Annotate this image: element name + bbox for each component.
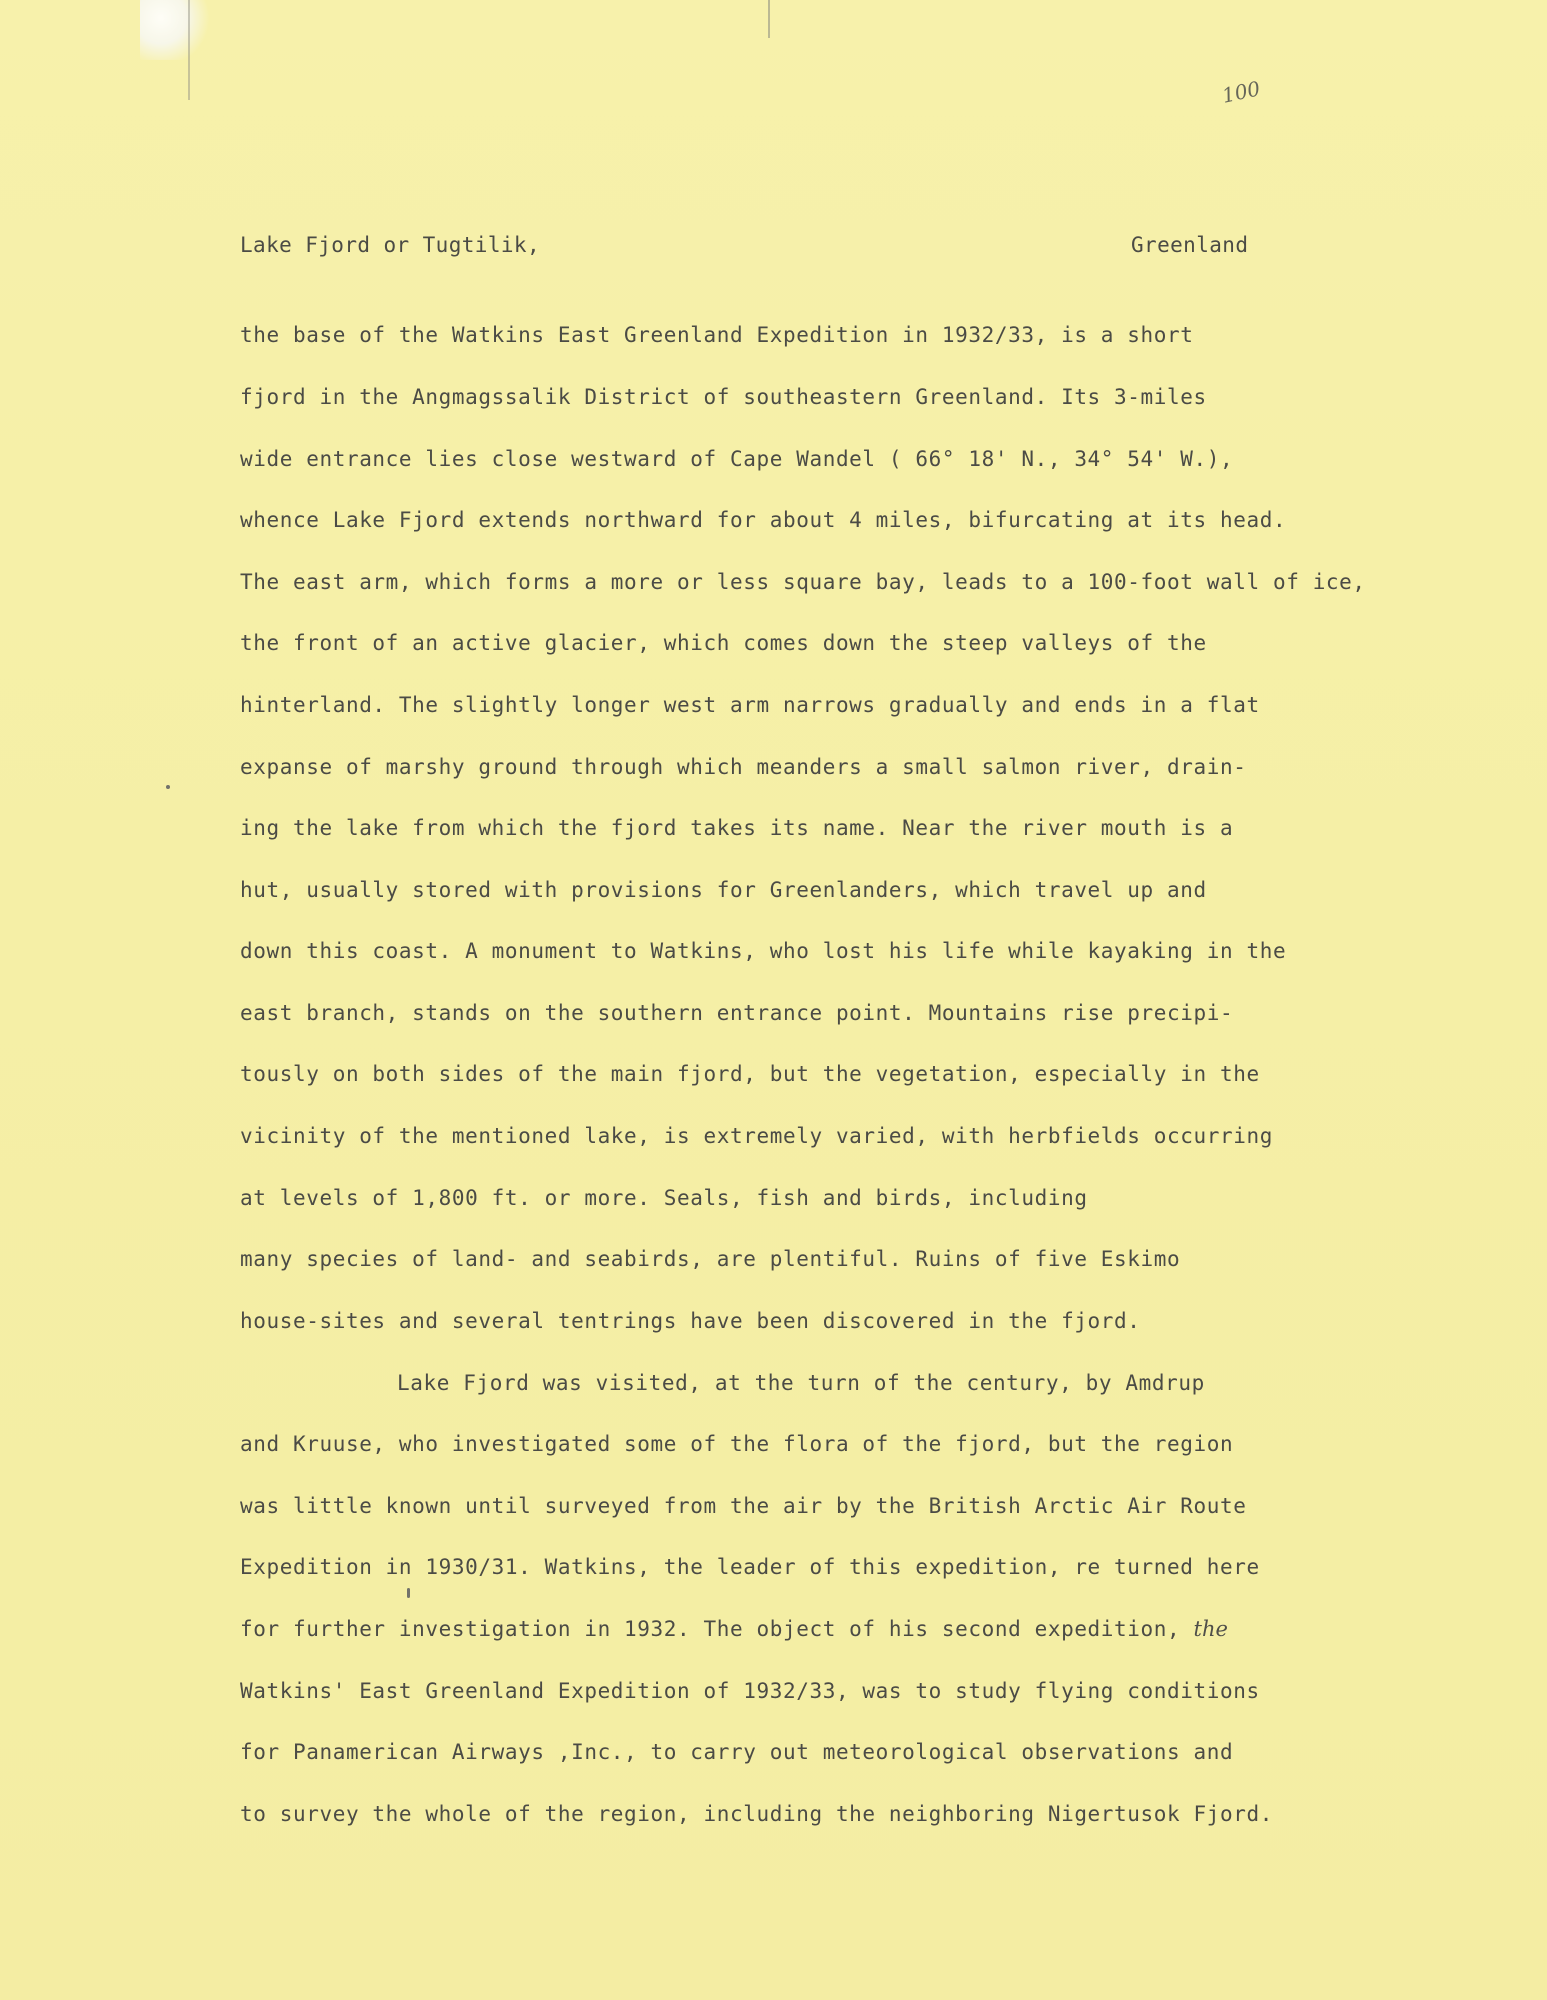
- article-region: Greenland: [1131, 233, 1249, 257]
- paragraph-1-line-14: vicinity of the mentioned lake, is extremely varied, with herbfields occurring: [240, 1124, 1273, 1148]
- article-title: Lake Fjord or Tugtilik,: [240, 233, 540, 257]
- paragraph-2-line-4: Expedition in 1930/31. Watkins, the leader of this expedition, re turned here: [240, 1555, 1260, 1579]
- paragraph-1-line-3: wide entrance lies close westward of Cape Wandel ( 66° 18' N., 34° 54' W.),: [240, 447, 1234, 471]
- paragraph-1-line-2: fjord in the Angmagssalik District of southeastern Greenland. Its 3-miles: [240, 385, 1207, 409]
- paragraph-1-line-17: house-sites and several tentrings have been discovered in the fjord.: [240, 1309, 1141, 1333]
- paragraph-1-line-8: expanse of marshy ground through which meanders a small salmon river, drain-: [240, 755, 1247, 779]
- paragraph-1-line-15: at levels of 1,800 ft. or more. Seals, fish and birds, including: [240, 1186, 1088, 1210]
- paragraph-2-line-1: Lake Fjord was visited, at the turn of the century, by Amdrup: [397, 1371, 1205, 1395]
- handwritten-insert: the: [1193, 1617, 1228, 1641]
- folded-corner: [140, 0, 210, 60]
- paragraph-2-line-6: Watkins' East Greenland Expedition of 1932/33, was to study flying conditions: [240, 1679, 1260, 1703]
- paragraph-1-line-7: hinterland. The slightly longer west arm narrows gradually and ends in a flat: [240, 693, 1260, 717]
- paragraph-2-line-8: to survey the whole of the region, including the neighboring Nigertusok Fjord.: [240, 1802, 1273, 1826]
- paragraph-1-line-5: The east arm, which forms a more or less square bay, leads to a 100-foot wall of ice,: [240, 570, 1366, 594]
- paragraph-1-line-13: tously on both sides of the main fjord, but the vegetation, especially in the: [240, 1062, 1260, 1086]
- paragraph-1-line-16: many species of land- and seabirds, are plentiful. Ruins of five Eskimo: [240, 1247, 1181, 1271]
- top-edge-mark: [768, 0, 770, 38]
- ink-mark: [407, 1588, 410, 1598]
- left-edge-mark: [188, 0, 190, 100]
- page-number: 100: [1219, 76, 1263, 108]
- paragraph-1-line-1: the base of the Watkins East Greenland Expedition in 1932/33, is a short: [240, 323, 1194, 347]
- paragraph-1-line-4: whence Lake Fjord extends northward for about 4 miles, bifurcating at its head.: [240, 508, 1287, 532]
- paragraph-1-line-12: east branch, stands on the southern entrance point. Mountains rise precipi-: [240, 1001, 1234, 1025]
- paragraph-1-line-6: the front of an active glacier, which comes down the steep valleys of the: [240, 631, 1207, 655]
- paragraph-2-line-5: [240, 1619, 1228, 1640]
- paragraph-1-line-9: ing the lake from which the fjord takes its name. Near the river mouth is a: [240, 816, 1234, 840]
- paragraph-2-line-2: and Kruuse, who investigated some of the flora of the fjord, but the region: [240, 1432, 1234, 1456]
- paragraph-1-line-11: down this coast. A monument to Watkins, who lost his life while kayaking in the: [240, 939, 1287, 963]
- paragraph-2-line-7: for Panamerican Airways ,Inc., to carry out meteorological observations and: [240, 1740, 1234, 1764]
- paragraph-2-line-3: was little known until surveyed from the air by the British Arctic Air Route: [240, 1494, 1247, 1518]
- paragraph-2-line-5-text: for further investigation in 1932. The object of his second expedition,: [240, 1617, 1181, 1641]
- ink-dot: [166, 785, 170, 789]
- paragraph-1-line-10: hut, usually stored with provisions for Greenlanders, which travel up and: [240, 878, 1207, 902]
